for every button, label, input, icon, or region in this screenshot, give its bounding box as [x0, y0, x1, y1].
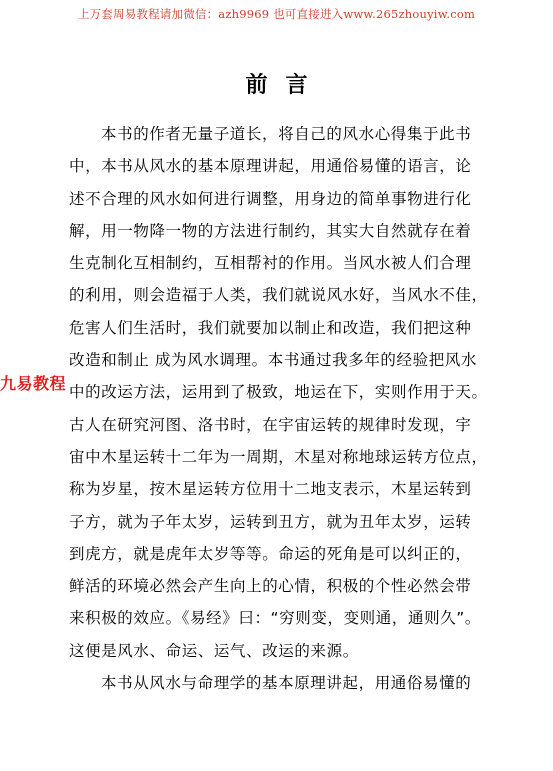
side-watermark: 九易教程	[0, 371, 68, 394]
body-line: 生克制化互相制约，互相帮衬的作用。当风水被人们合理	[69, 254, 472, 273]
body-line: 解，用一物降一物的方法进行制约，其实大自然就存在着	[69, 221, 472, 240]
body-line: 本书从风水与命理学的基本原理讲起，用通俗易懂的	[101, 674, 472, 693]
header-watermark: 上万套周易教程请加微信：azh9969 也可直接进入www.265zhouyiw.com	[77, 7, 476, 21]
body-line: 本书的作者无量子道长，将自己的风水心得集于此书	[101, 125, 472, 143]
body-line: 宙中木星运转十二年为一周期，木星对称地球运转方位点，	[69, 447, 488, 466]
body-line: 改造和制止 成为风水调理。本书通过我多年的经验把风水	[69, 351, 478, 370]
body-line: 鲜活的环境必然会产生向上的心情，积极的个性必然会带	[69, 577, 472, 596]
body-line: 来积极的效应。《易经》曰：“穷则变，变则通，通则久”。	[69, 609, 482, 628]
body-line: 称为岁星，按木星运转方位用十二地支表示，木星运转到	[69, 480, 472, 499]
body-line: 这便是风水、命运、运气、改运的来源。	[69, 641, 359, 660]
body-line: 子方，就为子年太岁，运转到丑方，就为丑年太岁，运转	[69, 512, 472, 531]
page-title: 前言	[245, 73, 326, 98]
body-line: 危害人们生活时，我们就要加以制止和改造，我们把这种	[69, 318, 472, 337]
body-line: 古人在研究河图、洛书时，在宇宙运转的规律时发现，宇	[69, 415, 472, 434]
body-line: 述不合理的风水如何进行调整，用身边的简单事物进行化	[69, 189, 472, 208]
body-line: 到虎方，就是虎年太岁等等。命运的死角是可以纠正的，	[69, 544, 472, 563]
body-text	[69, 118, 488, 699]
body-line: 中，本书从风水的基本原理讲起，用通俗易懂的语言，论	[69, 157, 472, 176]
body-line: 的利用，则会造福于人类，我们就说风水好，当风水不佳，	[69, 286, 488, 305]
body-line: 中的改运方法，运用到了极致，地运在下，实则作用于天。	[69, 383, 488, 402]
